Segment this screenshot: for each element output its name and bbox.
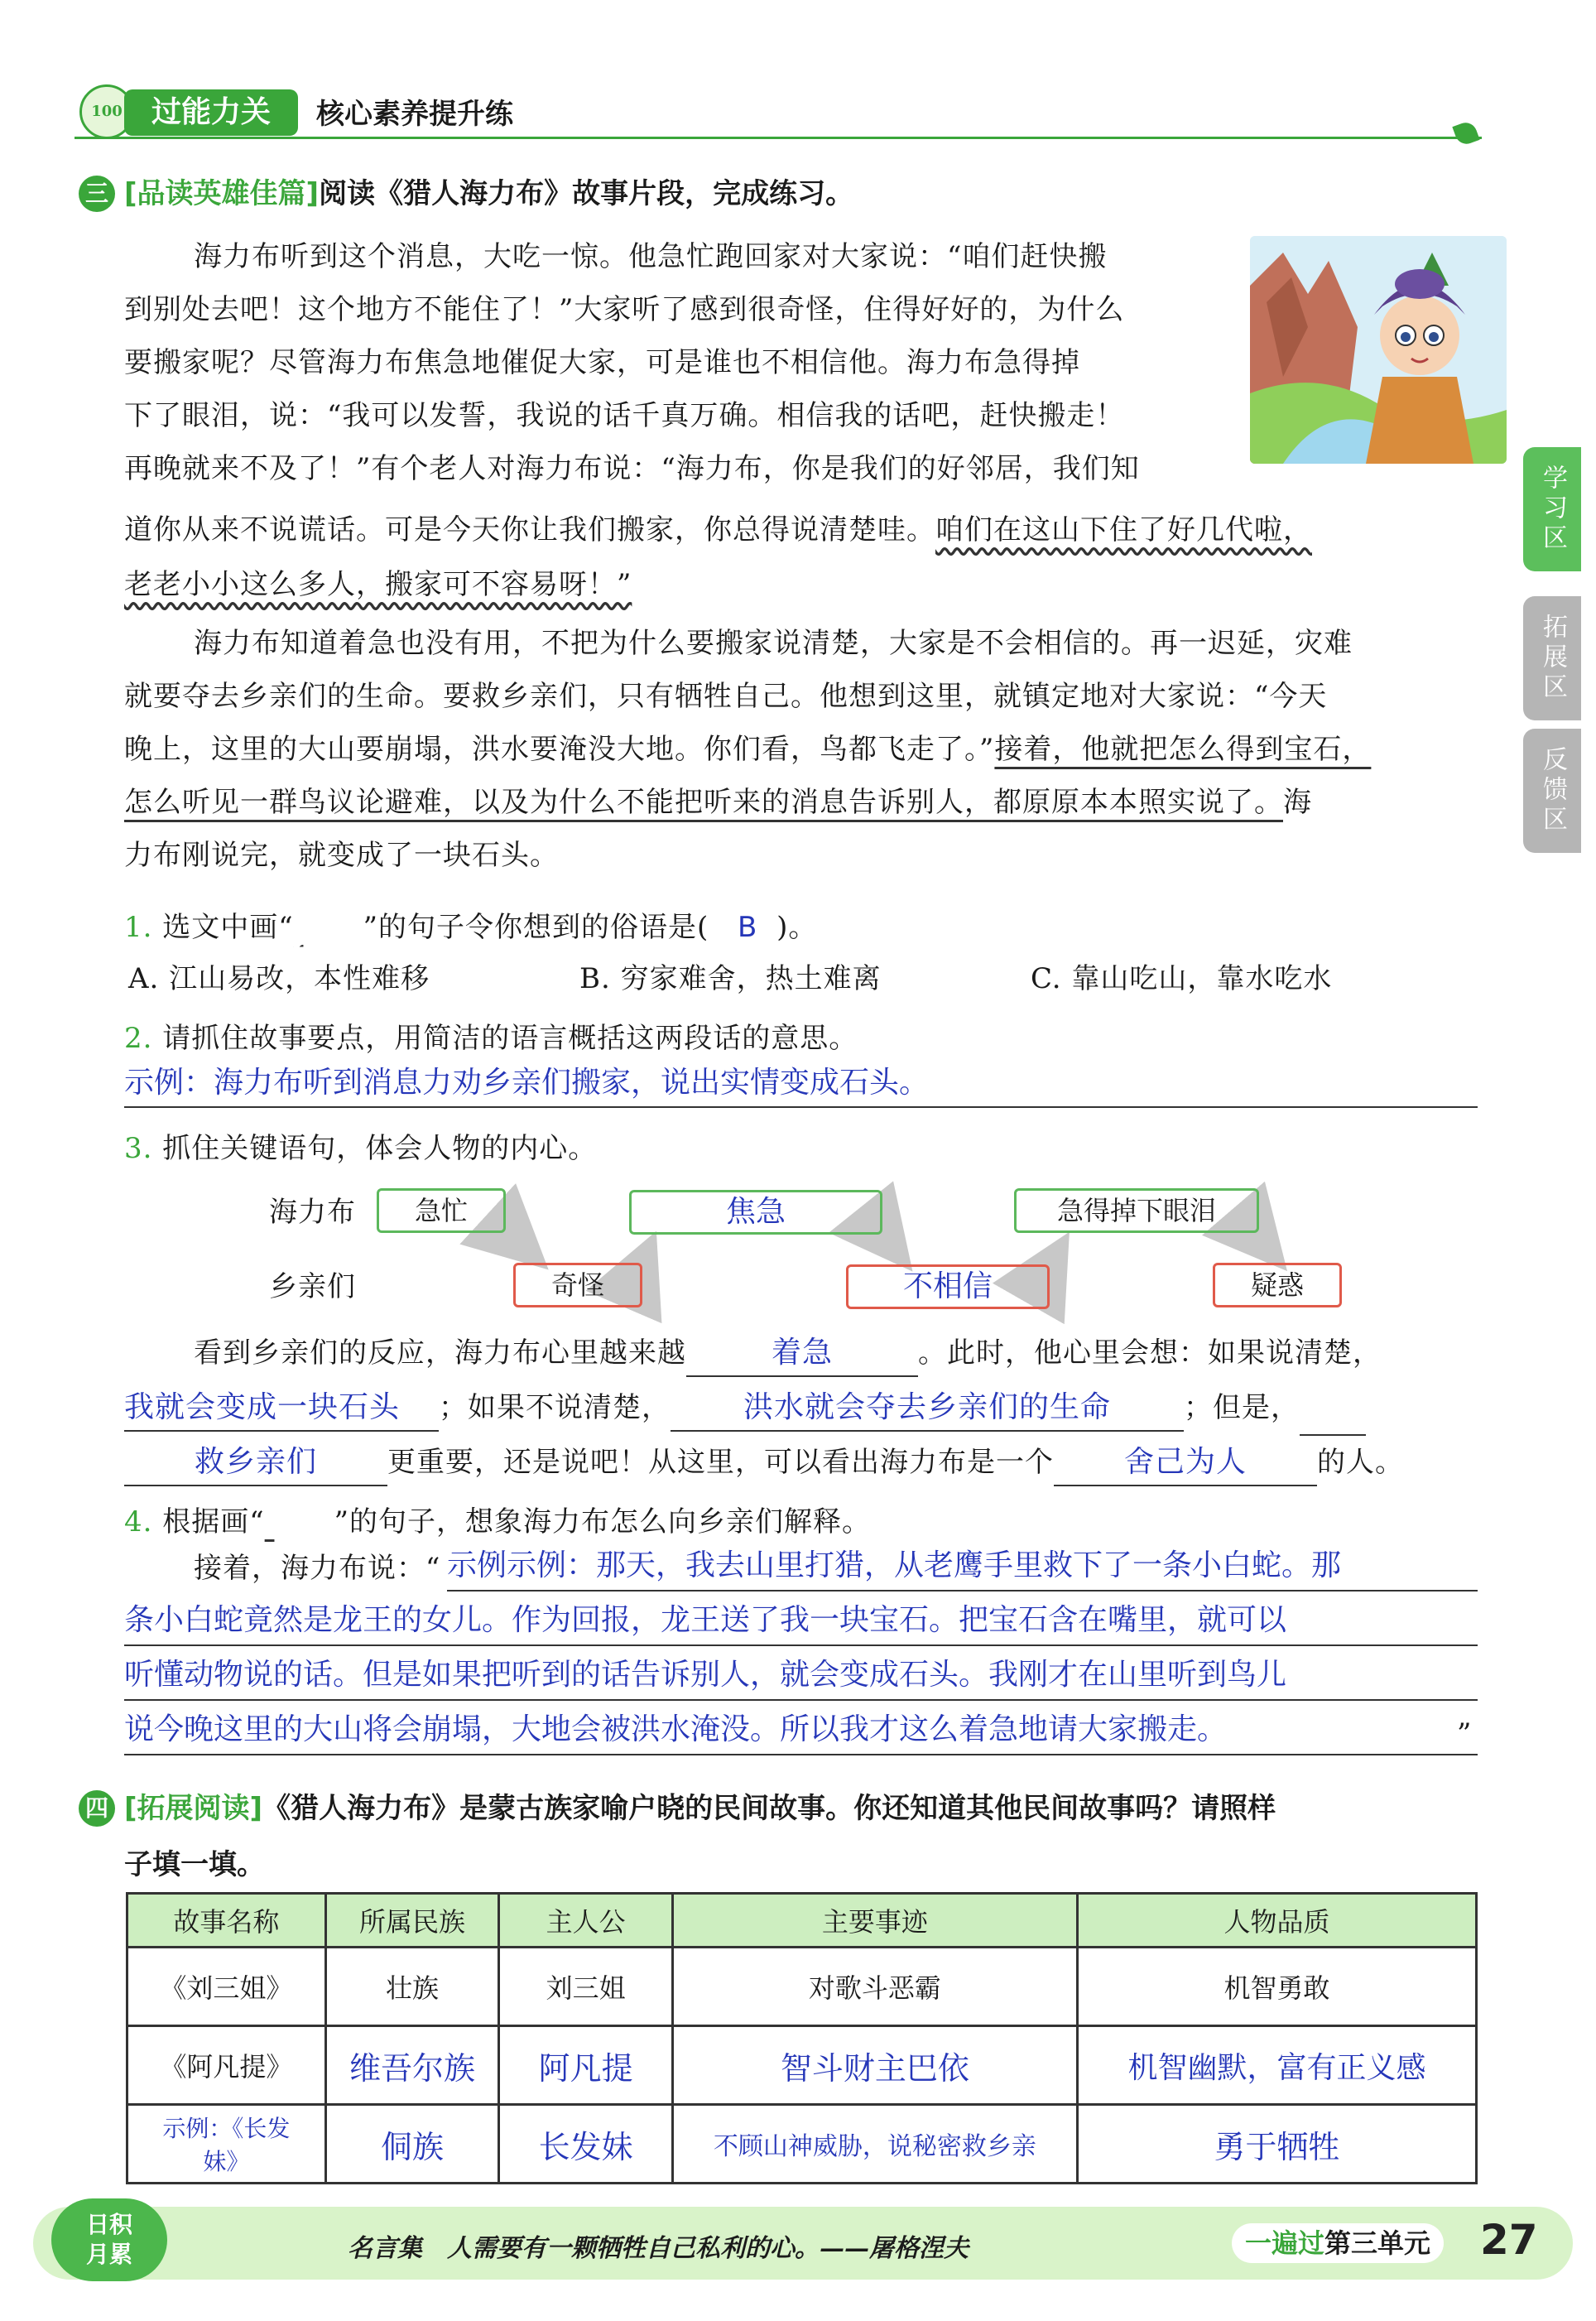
table-answer-cell[interactable]: 示例：《长发妹》 xyxy=(127,2105,326,2184)
wavy-sentence: 老老小小这么多人，搬家可不容易呀！” xyxy=(124,568,632,601)
flow-box-hailibu-1: 急忙 xyxy=(377,1188,506,1233)
table-cell: 壮族 xyxy=(325,1948,499,2026)
fill-blank xyxy=(1300,1381,1366,1436)
header-subtitle: 核心素养提升练 xyxy=(316,98,513,131)
flow-box-hailibu-2[interactable]: 焦急 xyxy=(629,1190,882,1235)
option-b[interactable]: B. 穷家难舍，热土难离 xyxy=(579,962,882,995)
table-header-row xyxy=(127,1894,1477,1948)
unit-brand: 一遍过 xyxy=(1245,2227,1325,2259)
underline-sample xyxy=(265,1495,334,1548)
table-row xyxy=(127,2105,1477,2184)
fill-answer-1[interactable]: 着急 xyxy=(686,1331,918,1377)
fill-text: 的人。 xyxy=(1317,1446,1404,1479)
flow-box-villagers-3: 疑惑 xyxy=(1213,1263,1342,1307)
fill-line-3 xyxy=(124,1436,1404,1489)
table-answer-cell[interactable]: 智斗财主巴依 xyxy=(672,2026,1077,2105)
section-4-number: 四 xyxy=(79,1790,115,1827)
passage-line: 再晚就来不及了！”有个老人对海力布说：“海力布，你是我们的好邻居，我们知 xyxy=(124,452,1140,485)
question-4 xyxy=(124,1495,871,1548)
passage-line: 海力布知道着急也没有用，不把为什么要搬家说清楚，大家是不会相信的。再一迟延，灾难 xyxy=(194,627,1353,660)
q4-answer-line-1[interactable] xyxy=(447,1542,1478,1591)
q1-answer[interactable]: B xyxy=(737,911,758,944)
col-header: 主人公 xyxy=(499,1894,673,1948)
q3-number: 3. xyxy=(124,1132,153,1165)
tab-extend[interactable]: 拓展区 xyxy=(1523,596,1581,720)
flow-box-hailibu-3: 急得掉下眼泪 xyxy=(1014,1188,1259,1233)
underlined-sentence: 怎么听见一群鸟议论避难，以及为什么不能把听来的消息告诉别人，都原原本本照实说了。 xyxy=(124,786,1283,819)
passage-line: 要搬家呢？尽管海力布焦急地催促大家，可是谁也不相信他。海力布急得掉 xyxy=(124,346,1080,379)
q4-suffix: ”的句子，想象海力布怎么向乡亲们解释。 xyxy=(334,1505,872,1539)
col-header: 主要事迹 xyxy=(672,1894,1077,1948)
table-row xyxy=(127,2026,1477,2105)
table-answer-cell[interactable]: 勇于牺牲 xyxy=(1077,2105,1476,2184)
flow-box-villagers-1: 奇怪 xyxy=(513,1263,642,1307)
q4-answer-text: 说今晚这里的大山将会崩塌，大地会被洪水淹没。所以我才这么着急地请大家搬走。 xyxy=(124,1712,1228,1746)
section-4-tag: [拓展阅读] xyxy=(124,1792,263,1825)
q2-number: 2. xyxy=(124,1022,153,1055)
q1-suffix: ”的句子令你想到的俗语是( xyxy=(363,911,709,944)
col-header: 所属民族 xyxy=(325,1894,499,1948)
q2-answer: 示例：海力布听到消息力劝乡亲们搬家，说出实情变成石头。 xyxy=(124,1066,930,1100)
col-header: 人物品质 xyxy=(1077,1894,1476,1948)
q4-prefix: 根据画“ xyxy=(162,1505,265,1539)
passage-line: 海力布听到这个消息，大吃一惊。他急忙跑回家对大家说：“咱们赶快搬 xyxy=(194,240,1108,273)
fill-text: 更重要，还是说吧！从这里，可以看出海力布是一个 xyxy=(387,1446,1054,1479)
row-label-hailibu: 海力布 xyxy=(269,1196,356,1229)
fill-answer-4[interactable]: 救乡亲们 xyxy=(124,1440,387,1486)
table-answer-cell[interactable]: 维吾尔族 xyxy=(325,2026,499,2105)
option-c[interactable]: C. 靠山吃山，靠水吃水 xyxy=(1031,962,1333,995)
passage-text: 道你从来不说谎话。可是今天你让我们搬家，你总得说清楚哇。 xyxy=(124,513,935,547)
q4-answer-text: 听懂动物说的话。但是如果把听到的话告诉别人，就会变成石头。我刚才在山里听到鸟儿 xyxy=(124,1658,1287,1692)
col-header: 故事名称 xyxy=(127,1894,326,1948)
logo-icon: 100 xyxy=(79,84,134,139)
fill-line-2 xyxy=(124,1381,1366,1436)
passage-text: 海 xyxy=(1283,786,1312,819)
section-3-number: 三 xyxy=(79,176,115,212)
daily-badge xyxy=(51,2198,167,2281)
q4-answer-line-2[interactable] xyxy=(124,1596,1478,1646)
passage-line: 到别处去吧！这个地方不能住了！”大家听了感到很奇怪，住得好好的，为什么 xyxy=(124,293,1125,326)
row-label-villagers: 乡亲们 xyxy=(269,1270,356,1303)
q1-close: )。 xyxy=(776,911,818,944)
q3-text: 抓住关键语句，体会人物的内心。 xyxy=(162,1132,598,1165)
q4-answer-line-4[interactable] xyxy=(124,1706,1478,1755)
fill-text: 。此时，他心里会想：如果说清楚， xyxy=(918,1336,1382,1370)
table-answer-cell[interactable]: 机智幽默，富有正义感 xyxy=(1077,2026,1476,2105)
table-cell: 《阿凡提》 xyxy=(127,2026,326,2105)
option-a[interactable]: A. 江山易改，本性难移 xyxy=(128,962,430,995)
passage-line: 就要夺去乡亲们的生命。要救乡亲们，只有牺牲自己。他想到这里，就镇定地对大家说：“今天 xyxy=(124,680,1328,713)
fill-line-1 xyxy=(194,1327,1382,1380)
daily-badge-l1: 日积 xyxy=(85,2211,132,2238)
footer-quote: 名言集 人需要有一颗牺牲自己私利的心。——屠格涅夫 xyxy=(348,2234,969,2263)
passage-line: 力布刚说完，就变成了一块石头。 xyxy=(124,839,559,872)
section-3-tag: [品读英雄佳篇] xyxy=(124,177,320,210)
fill-answer-2[interactable]: 我就会变成一块石头 xyxy=(124,1385,439,1432)
q2-text: 请抓住故事要点，用简洁的语言概括这两段话的意思。 xyxy=(162,1022,858,1055)
brand-label: 过能力关 xyxy=(124,89,298,136)
fill-answer-5[interactable]: 舍己为人 xyxy=(1054,1440,1317,1486)
unit-name: 第三单元 xyxy=(1324,2227,1431,2259)
table-cell: 机智勇敢 xyxy=(1077,1948,1476,2026)
underlined-sentence: 接着，他就把怎么得到宝石， xyxy=(994,733,1372,766)
table-cell: 对歌斗恶霸 xyxy=(672,1948,1077,2026)
table-row xyxy=(127,1948,1477,2026)
q4-lead: 接着，海力布说：“ xyxy=(194,1552,441,1585)
q4-answer-text: 条小白蛇竟然是龙王的女儿。作为回报，龙王送了我一块宝石。把宝石含在嘴里，就可以 xyxy=(124,1603,1287,1637)
table-cell: 《刘三姐》 xyxy=(127,1948,326,2026)
q4-answer-line-3[interactable] xyxy=(124,1651,1478,1701)
flow-box-villagers-2[interactable]: 不相信 xyxy=(846,1264,1050,1309)
table-cell: 刘三姐 xyxy=(499,1948,673,2026)
section-4-title-cont: 子填一填。 xyxy=(124,1848,265,1881)
fill-answer-3[interactable]: 洪水就会夺去乡亲们的生命 xyxy=(671,1385,1184,1432)
q1-number: 1. xyxy=(124,911,153,944)
folk-story-table xyxy=(126,1892,1478,2184)
page-number: 27 xyxy=(1480,2216,1538,2264)
fill-text: ；如果不说清楚， xyxy=(439,1391,671,1424)
table-answer-cell[interactable]: 阿凡提 xyxy=(499,2026,673,2105)
q4-number: 4. xyxy=(124,1505,153,1539)
unit-label xyxy=(1232,2223,1444,2263)
table-answer-cell[interactable]: 不顾山神威胁，说秘密救乡亲 xyxy=(672,2105,1077,2184)
fill-text: 看到乡亲们的反应，海力布心里越来越 xyxy=(194,1336,686,1370)
tab-feedback[interactable]: 反馈区 xyxy=(1523,729,1581,853)
section-4-heading xyxy=(124,1787,1276,1830)
section-3-title: 阅读《猎人海力布》故事片段，完成练习。 xyxy=(319,177,854,210)
section-4-title: 《猎人海力布》是蒙古族家喻户晓的民间故事。你还知道其他民间故事吗？请照样 xyxy=(262,1792,1276,1825)
fill-text: ；但是， xyxy=(1184,1391,1300,1424)
table-answer-cell[interactable]: 长发妹 xyxy=(499,2105,673,2184)
q4-answer-text: 示例示例：那天，我去山里打猎，从老鹰手里救下了一条小白蛇。那 xyxy=(447,1548,1342,1582)
q4-close-quote: ” xyxy=(1457,1717,1473,1750)
table-answer-cell[interactable]: 侗族 xyxy=(325,2105,499,2184)
q1-prefix: 选文中画“ xyxy=(162,911,294,944)
daily-badge-l2: 月累 xyxy=(85,2241,132,2268)
tab-study[interactable]: 学习区 xyxy=(1523,447,1581,571)
passage-line: 下了眼泪，说：“我可以发誓，我说的话千真万确。相信我的话吧，赶快搬走！ xyxy=(124,399,1125,432)
wavy-sentence: 咱们在这山下住了好几代啦， xyxy=(935,513,1312,547)
passage-text: 晚上，这里的大山要崩塌，洪水要淹没大地。你们看，鸟都飞走了。” xyxy=(124,733,995,766)
